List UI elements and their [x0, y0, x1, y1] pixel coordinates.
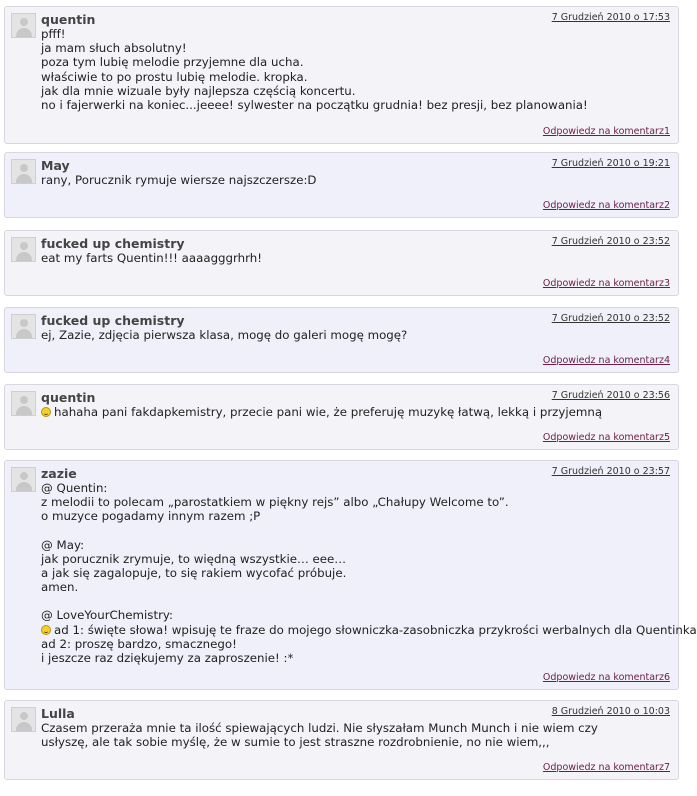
comment-text: rany, Porucznik rymuje wiersze najszczersze:D — [41, 173, 317, 187]
smiley-icon — [41, 625, 51, 635]
avatar — [11, 707, 36, 732]
comment-author: fucked up chemistry — [41, 236, 185, 251]
comment-7 — [4, 700, 679, 780]
smiley-icon — [41, 407, 51, 417]
comment-date-link[interactable]: 8 Grudzień 2010 o 10:03 — [551, 706, 670, 717]
comment-author: zazie — [41, 466, 77, 481]
avatar — [11, 467, 36, 492]
comment-text: eat my farts Quentin!!! aaaagggrhrh! — [41, 251, 263, 265]
comment-author: quentin — [41, 12, 96, 27]
comment-text: ej, Zazie, zdjęcia pierwsza klasa, mogę do galeri mogę mogę? — [41, 328, 408, 342]
comment-date-link[interactable]: 7 Grudzień 2010 o 23:52 — [551, 313, 670, 324]
reply-link[interactable]: Odpowiedz na komentarz7 — [542, 762, 670, 773]
avatar — [11, 159, 36, 184]
comment-date-link[interactable]: 7 Grudzień 2010 o 23:57 — [551, 466, 670, 477]
reply-link[interactable]: Odpowiedz na komentarz6 — [542, 672, 670, 683]
avatar — [11, 13, 36, 38]
reply-link[interactable]: Odpowiedz na komentarz4 — [542, 355, 670, 366]
reply-link[interactable]: Odpowiedz na komentarz1 — [542, 126, 670, 137]
reply-link[interactable]: Odpowiedz na komentarz5 — [542, 432, 670, 443]
comment-author: fucked up chemistry — [41, 313, 185, 328]
avatar — [11, 237, 36, 262]
comment-1 — [4, 6, 679, 144]
comment-date-link[interactable]: 7 Grudzień 2010 o 23:56 — [551, 390, 670, 401]
comment-date-link[interactable]: 7 Grudzień 2010 o 19:21 — [551, 158, 670, 169]
reply-link[interactable]: Odpowiedz na komentarz3 — [542, 278, 670, 289]
comment-text: Czasem przeraża mnie ta ilość spiewających ludzi. Nie słyszałam Munch Munch i nie wiem czy usłyszę, ale tak sobie myślę, że w sumie to jest straszne rozdrobnienie, no nie wiem,,, — [41, 721, 598, 750]
comment-author: quentin — [41, 390, 96, 405]
comment-text: pfff! ja mam słuch absolutny! poza tym lubię melodie przyjemne dla ucha. właściwie to po prostu lubię melodie. kropka. jak dla mnie wizuale były najlepsza częścią koncertu. no i fajerwerki na koniec...jeeee! sylwester na początku grudnia! bez presji, bez planowania! — [41, 27, 588, 113]
comment-2 — [4, 152, 679, 218]
avatar — [11, 314, 36, 339]
reply-link[interactable]: Odpowiedz na komentarz2 — [542, 200, 670, 211]
comment-author: Lulla — [41, 706, 75, 721]
comment-author: May — [41, 158, 70, 173]
avatar — [11, 391, 36, 416]
comment-3 — [4, 230, 679, 296]
comment-date-link[interactable]: 7 Grudzień 2010 o 17:53 — [551, 12, 670, 23]
comment-text: hahaha pani fakdapkemistry, przecie pani wie, że preferuję muzykę łatwą, lekką i przyjemną — [41, 405, 670, 419]
comment-4 — [4, 307, 679, 373]
comment-5 — [4, 384, 679, 450]
comment-text: @ Quentin: z melodii to polecam „parostatkiem w piękny rejs” albo „Chałupy Welcome to”. o muzyce pogadamy innym razem ;P @ May: jak porucznik zrymuje, to więdną wszystkie… eee… a jak się zagalopuje, to się rakiem wycofać próbuje. amen. @ LoveYourChemistry: ad 1: święte słowa! wpisuję te fraze do mojego słowniczka-zasobniczka przykrości werbalnych dla Quentinka ad 2: proszę bardzo, smacznego! i jeszcze raz dziękujemy za zaproszenie! :* — [41, 481, 697, 666]
comment-date-link[interactable]: 7 Grudzień 2010 o 23:52 — [551, 236, 670, 247]
comment-6 — [4, 460, 697, 690]
